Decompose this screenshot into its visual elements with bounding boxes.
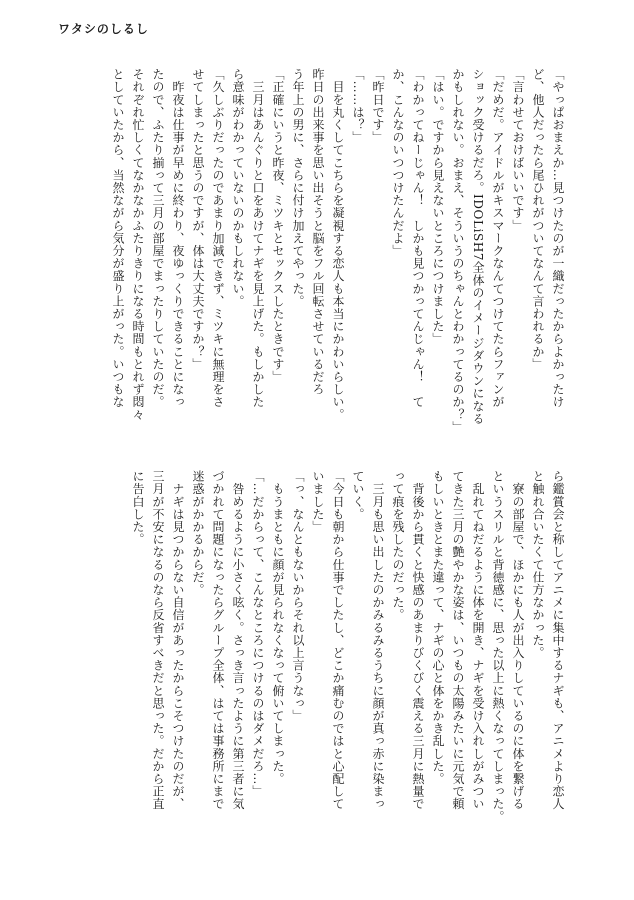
text-line: 三月が不安になるのなら反省すべきだと思った。だから正直 [151,470,165,811]
text-line: 乱れてねだるように体を開き、ナギを受け入れしがみつい [471,470,485,811]
text-line: 「だめだ。アイドルがキスマークなんてつけてたらファンが [491,68,505,409]
text-line: せてしまったと思うのですが、体は大丈夫ですか？」 [191,68,205,371]
text-line: 「…だからって、こんなところにつけるのはダメだろ…」 [251,470,265,798]
text-line: 「昨日です」 [371,68,385,144]
text-line: 「久しぶりだったのであまり加減できず、ミツキに無理をさ [211,68,225,409]
lower-text-block [68,470,568,850]
text-line: に告白した。 [131,470,145,546]
text-line: もしいときとまた違って、ナギの心と体をかき乱した。 [431,470,445,785]
text-line: 背後から貫くと快感のあまりびくびく震える三月に熱量で [411,470,425,811]
text-line: ら意味がわかっていないのかもしれない。 [231,68,245,308]
upper-text-block [68,68,568,448]
text-line: かもしれない。おまえ、そういうのちゃんとわかってるのか？」 [451,68,465,434]
text-line: 「正確にいうと昨夜、ミツキとセックスしたときです」 [271,68,285,383]
text-line: てきた三月の艶やかな姿は、いつもの太陽みたいに元気で頼 [451,470,465,811]
text-line: って痕を残したのだった。 [391,470,405,622]
text-line: 「……は？」 [351,68,365,144]
text-line: ショック受けるだろ。IDOLiSH7全体のイメージダウンになる [471,68,485,425]
text-line: 「わかってねーじゃん！ しかも見つかってんじゃん！ て [411,68,425,409]
text-line: 「言わせておけばいいです」 [511,68,525,232]
text-line: 「はい。ですから見えないところにつけました」 [431,68,445,346]
text-line: と触れ合いたくて仕方なかった。 [531,470,545,659]
text-line: 三月も思い出したのかみるみるうちに顔が真っ赤に染まっ [371,470,385,811]
text-line: う年上の男に、さらに付け加えてやった。 [291,68,305,308]
text-line: 「やっぱおまえか…見つけたのが一織だったからよかったけ [551,68,565,409]
text-line: ら鑑賞会と称してアニメに集中するナギも、アニメより恋人 [551,470,565,811]
text-line: 目を丸くしてこちらを凝視する恋人も本当にかわいらしい。 [331,68,345,421]
text-line: それぞれ忙しくてなかなかふたりきりになる時間もとれず悶々 [131,68,145,421]
text-line: 咎めるように小さく呟く。さっき言ったように第三者に気 [231,470,245,811]
text-line: もうまともに顔が見られなくなって俯いてしまった。 [271,470,285,785]
text-line: いました」 [311,470,325,533]
text-line: としていたから、当然ながら気分が盛り上がった。いつもな [111,68,125,409]
text-line: 昨夜は仕事が早めに終わり、夜ゆっくりできることになっ [171,68,185,409]
text-line: 寮の部屋で、ほかにも人が出入りしているのに体を繋げる [511,470,525,811]
text-line: 「今日も朝から仕事でしたし、どこか痛むのではと心配して [331,470,345,811]
text-line: というスリルと背徳感に、思った以上に熱くなってしまった。 [491,470,505,823]
page-header-title: ワタシのしるし [58,22,149,36]
text-line: づかれて問題になったらグループ全体、はては事務所にまで [211,470,225,811]
text-line: ナギは見つからない自信があったからこそつけたのだが、 [171,470,185,811]
text-line: か、こんなのいつつけたんだよ」 [391,68,405,257]
text-line: 迷惑がかかるからだ。 [191,470,205,596]
text-line: たので、ふたり揃って三月の部屋でまったりしていたのだ。 [151,68,165,409]
text-line: 「っ、なんともないからそれ以上言うなっ」 [291,470,305,722]
text-line: ていく。 [351,470,365,521]
text-line: 昨日の出来事を思い出そうと脳をフル回転させているだろ [311,68,325,396]
text-line: 三月はあんぐりと口をあけてナギを見上げた。もしかした [251,68,265,409]
text-line: ど、他人だったら尾ひれがついてなんて言われるか」 [531,68,545,371]
